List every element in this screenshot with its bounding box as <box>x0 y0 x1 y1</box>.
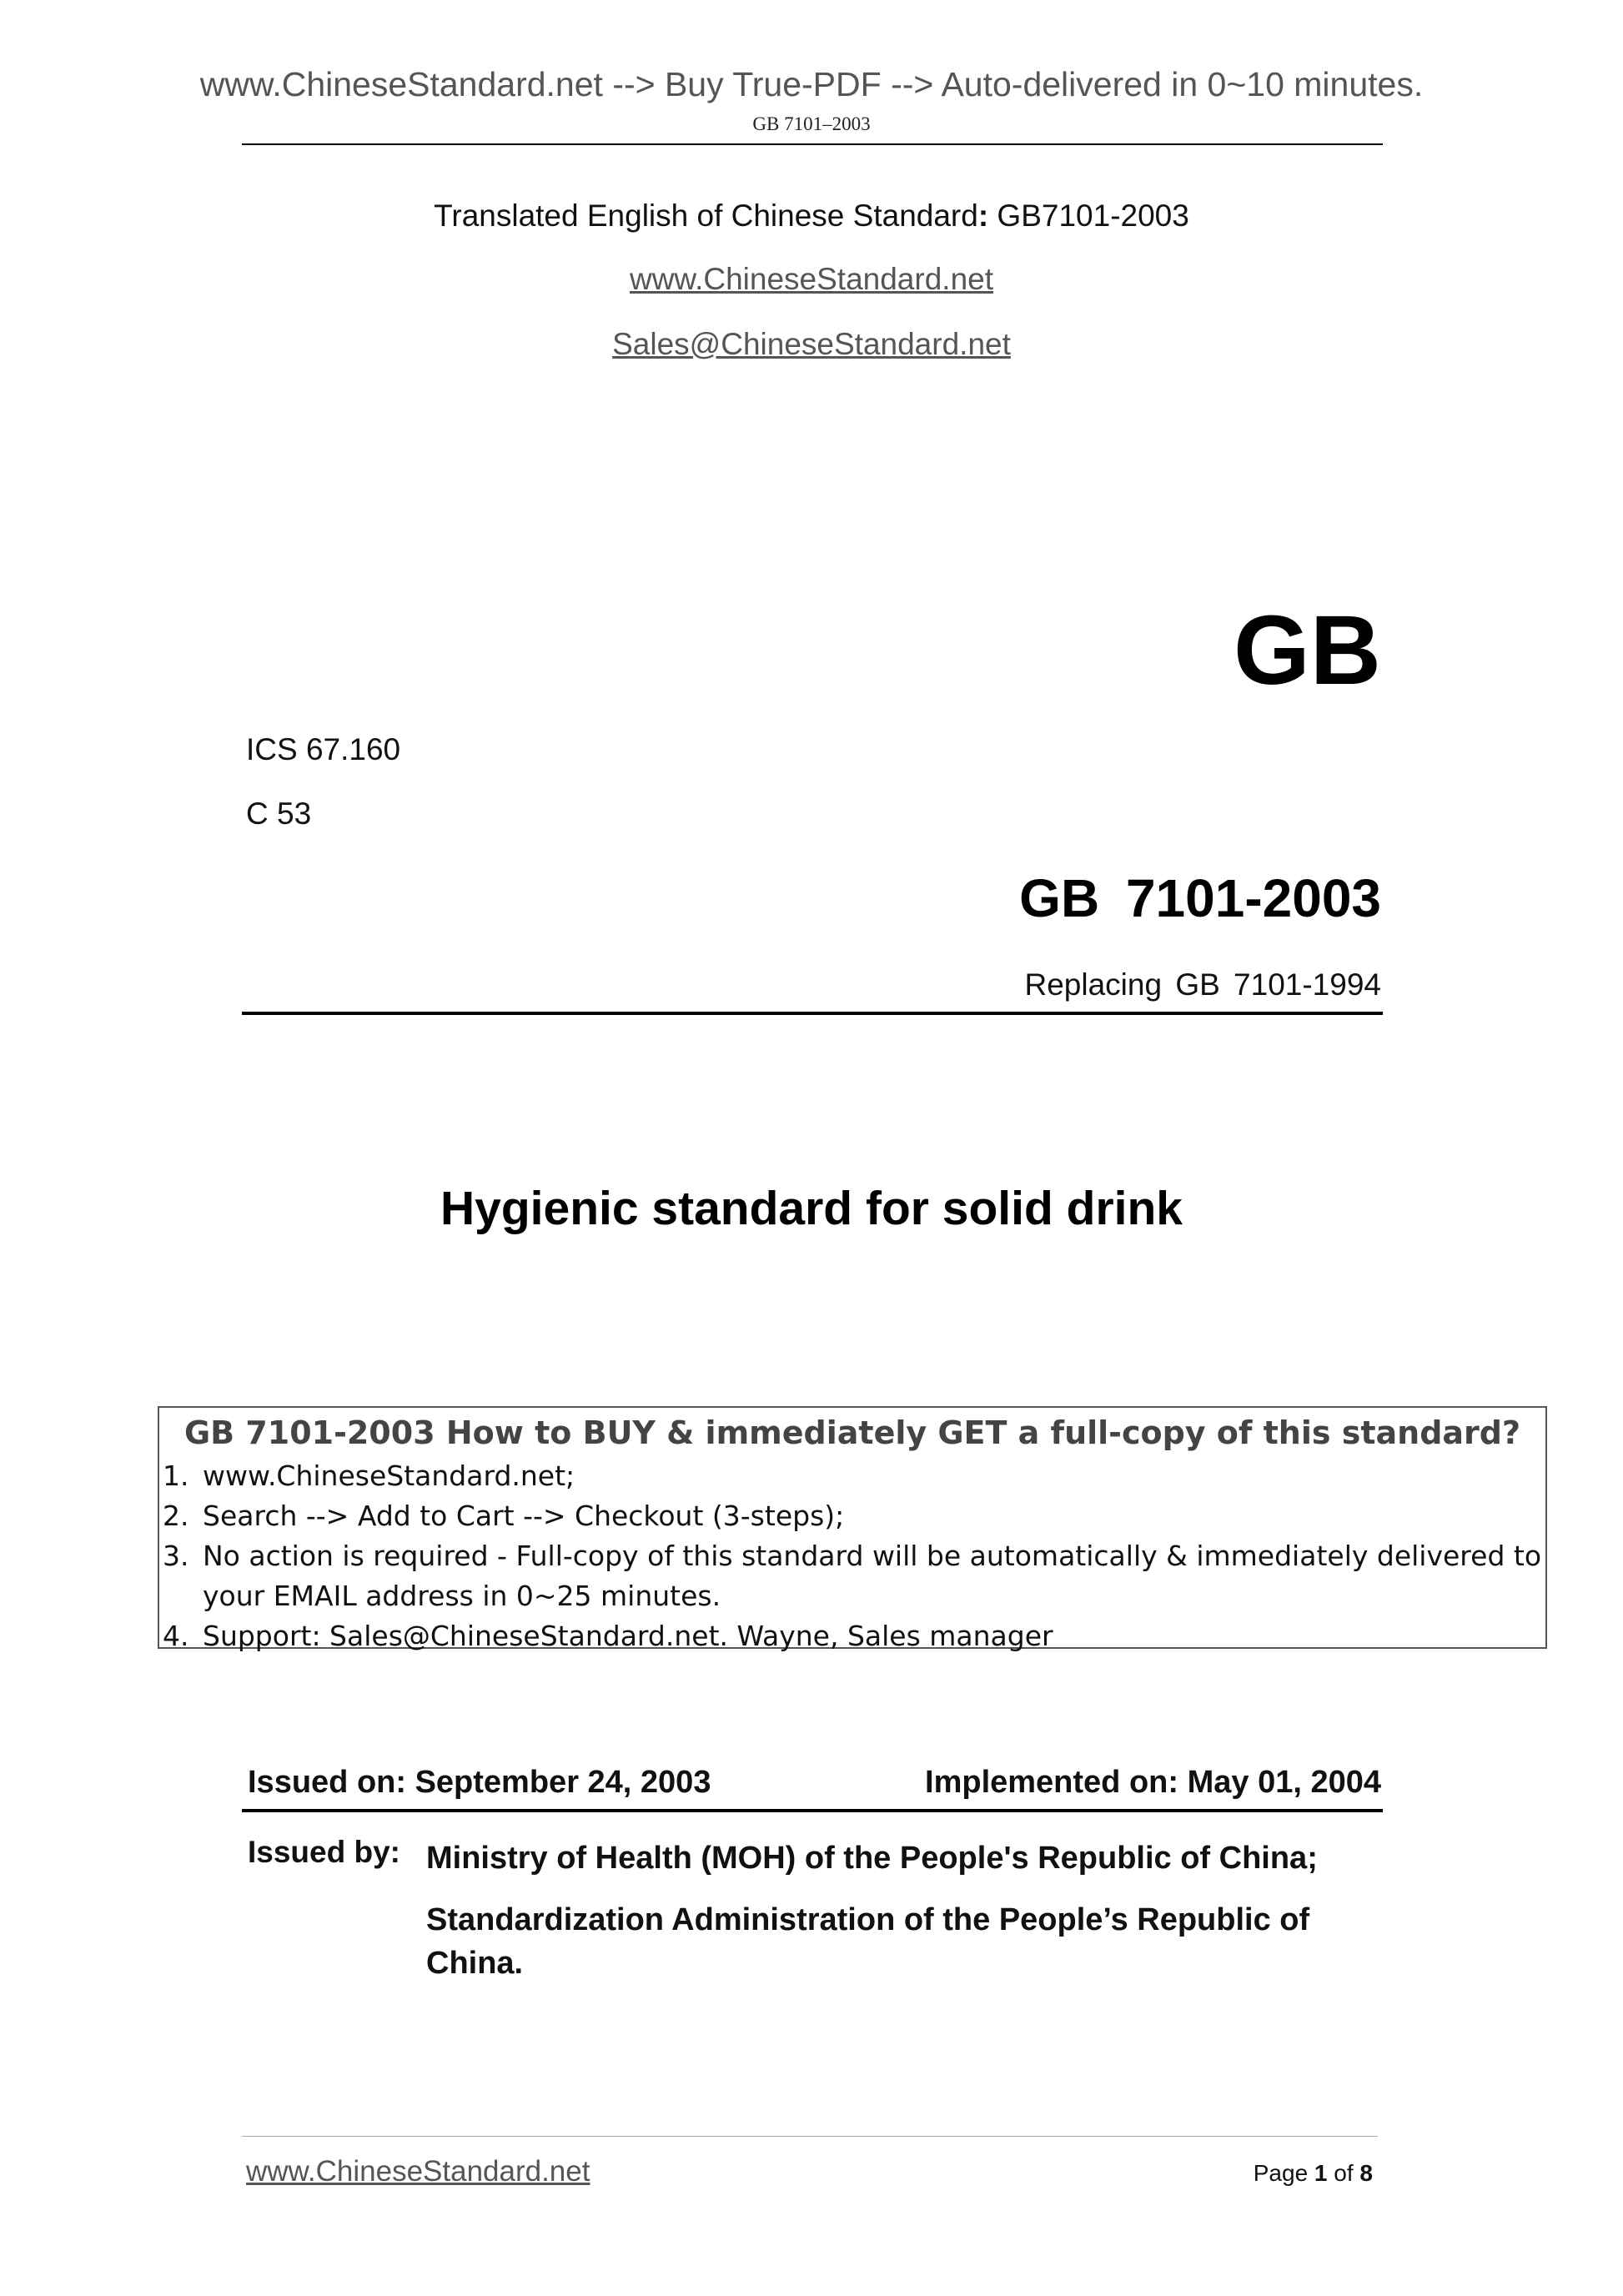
buy-step-4[interactable] <box>163 1620 1053 1652</box>
ics-code: ICS 67.160 <box>246 732 401 766</box>
page-current: 1 <box>1314 2160 1328 2186</box>
replacing-standard: Replacing GB 7101-1994 <box>1024 967 1381 1002</box>
top-banner[interactable]: www.ChineseStandard.net --> Buy True-PDF --> Auto-delivered in 0~10 minutes. <box>199 65 1424 103</box>
buy-instructions-box <box>158 1406 1547 1652</box>
issuer-moh: Ministry of Health (MOH) of the People's Republic of China; <box>426 1841 1318 1876</box>
page-prefix: Page <box>1253 2160 1314 2186</box>
gb-mark: GB <box>1234 595 1381 706</box>
translation-prefix: Translated English of Chinese Standard <box>434 198 978 233</box>
header-standard-code: GB 7101–2003 <box>752 113 871 134</box>
buy-step-1[interactable] <box>163 1459 575 1492</box>
ccs-code: C 53 <box>246 796 312 831</box>
issued-date: Issued on: September 24, 2003 <box>248 1765 711 1800</box>
page-number <box>1254 2160 1373 2187</box>
implemented-date: Implemented on: May 01, 2004 <box>925 1765 1381 1800</box>
buy-step-number: 2. <box>163 1500 189 1532</box>
issued-by-label: Issued by: <box>248 1835 400 1869</box>
standard-number: GB 7101-2003 <box>1019 868 1381 928</box>
buy-step-text: No action is required - Full-copy of this standard will be automatically & immediately delivered to <box>203 1540 1542 1572</box>
buy-step-text: your EMAIL address in 0~25 minutes. <box>203 1580 721 1612</box>
buy-step-3 <box>163 1540 1541 1572</box>
translation-colon: : <box>977 198 989 233</box>
buy-heading: GB 7101-2003 How to BUY & immediately GET a full-copy of this standard? <box>183 1414 1521 1451</box>
cover-rule <box>242 1012 1383 1015</box>
buy-step-number: 3. <box>163 1540 189 1572</box>
buy-step-text: www.ChineseStandard.net; <box>203 1459 575 1492</box>
email-link[interactable]: Sales@ChineseStandard.net <box>612 327 1011 361</box>
issuer-sac-line-1: Standardization Administration of the People’s Republic of <box>426 1902 1310 1937</box>
buy-step-text: Support: Sales@ChineseStandard.net. Wayne, Sales manager <box>203 1620 1053 1652</box>
buy-step-2 <box>163 1500 844 1532</box>
website-link[interactable]: www.ChineseStandard.net <box>629 262 994 296</box>
page-of: of <box>1327 2160 1360 2186</box>
issuer-sac-line-2: China. <box>426 1946 524 1981</box>
page-total: 8 <box>1359 2160 1373 2186</box>
buy-step-3-continued <box>163 1580 721 1612</box>
document-title: Hygienic standard for solid drink <box>440 1182 1183 1235</box>
translation-code: GB7101-2003 <box>988 198 1189 233</box>
buy-step-number: 4. <box>163 1620 189 1652</box>
dates-rule <box>242 1809 1383 1812</box>
buy-step-number: 1. <box>163 1459 189 1492</box>
footer-rule <box>242 2136 1378 2137</box>
header-rule <box>242 143 1383 145</box>
buy-step-text: Search --> Add to Cart --> Checkout (3-steps); <box>203 1500 845 1532</box>
issuer-sac <box>426 1898 1377 1985</box>
footer-website-link[interactable]: www.ChineseStandard.net <box>246 2155 590 2188</box>
translation-title <box>0 198 1623 234</box>
